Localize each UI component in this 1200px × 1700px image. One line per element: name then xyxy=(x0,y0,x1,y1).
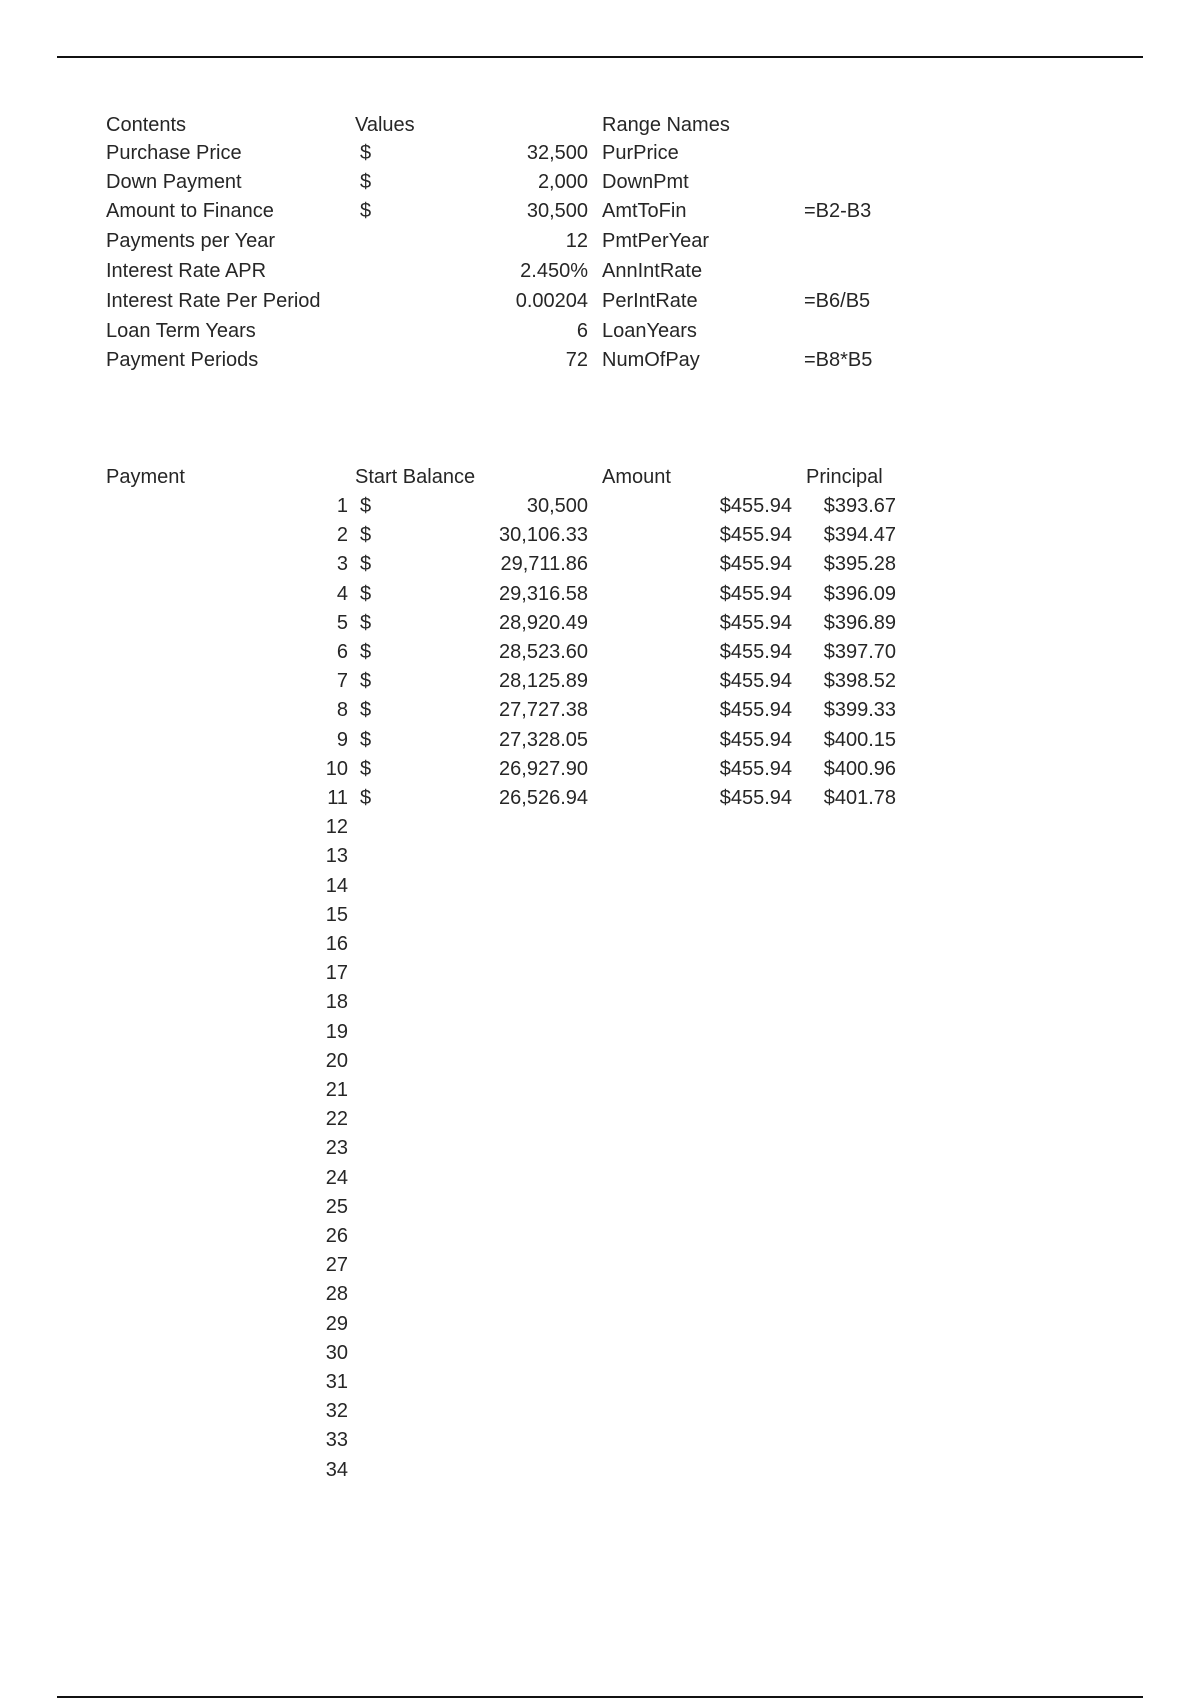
top-rule xyxy=(57,56,1143,58)
summary-value: 0.00204 xyxy=(515,290,588,312)
payment-number: 2 xyxy=(336,524,348,546)
start-balance-value xyxy=(440,1224,588,1248)
payment-currency: $ xyxy=(360,758,372,780)
payment-number: 16 xyxy=(325,933,348,955)
payment-number: 7 xyxy=(336,670,348,692)
amount-value: $455.94 xyxy=(719,553,792,575)
summary-range-name: PmtPerYear xyxy=(602,230,710,252)
start-balance-value xyxy=(440,1049,588,1073)
payment-currency: $ xyxy=(360,729,372,751)
start-balance-value xyxy=(440,1136,588,1160)
summary-range-name: PurPrice xyxy=(602,142,679,164)
principal-value: $400.96 xyxy=(823,758,896,780)
payment-number: 34 xyxy=(325,1459,348,1481)
payment-number: 17 xyxy=(325,962,348,984)
start-balance-value xyxy=(440,1195,588,1219)
payment-number: 19 xyxy=(325,1021,348,1043)
summary-value: 6 xyxy=(576,320,588,342)
amount-value xyxy=(680,874,792,898)
amount-value: $455.94 xyxy=(719,612,792,634)
summary-range-name: LoanYears xyxy=(602,320,697,342)
amount-value xyxy=(680,1020,792,1044)
amount-value xyxy=(680,1370,792,1394)
payment-currency: $ xyxy=(360,495,372,517)
header-amount: Amount xyxy=(602,466,671,488)
payment-number: 24 xyxy=(325,1167,348,1189)
principal-value xyxy=(800,1458,896,1482)
principal-value xyxy=(800,874,896,898)
principal-value xyxy=(800,990,896,1014)
amount-value xyxy=(680,990,792,1014)
principal-value: $393.67 xyxy=(823,495,896,517)
start-balance-value: 27,328.05 xyxy=(499,729,588,751)
payment-number: 29 xyxy=(325,1313,348,1335)
amount-value xyxy=(680,1399,792,1423)
amount-value xyxy=(680,815,792,839)
start-balance-value xyxy=(440,990,588,1014)
summary-range-name: AmtToFin xyxy=(602,200,687,222)
summary-value: 30,500 xyxy=(526,200,588,222)
amount-value xyxy=(680,1458,792,1482)
start-balance-value xyxy=(440,961,588,985)
principal-value xyxy=(800,903,896,927)
payment-number: 6 xyxy=(336,641,348,663)
summary-label: Payment Periods xyxy=(106,349,259,371)
payment-number: 22 xyxy=(325,1108,348,1130)
principal-value: $401.78 xyxy=(823,787,896,809)
payment-number: 13 xyxy=(325,845,348,867)
amount-value xyxy=(680,1312,792,1336)
summary-label: Interest Rate APR xyxy=(106,260,267,282)
payment-number: 33 xyxy=(325,1429,348,1451)
payment-number: 26 xyxy=(325,1225,348,1247)
payment-number: 12 xyxy=(325,816,348,838)
principal-value: $394.47 xyxy=(823,524,896,546)
amount-value: $455.94 xyxy=(719,583,792,605)
summary-value: 2.450% xyxy=(520,260,588,282)
start-balance-value xyxy=(440,1370,588,1394)
summary-currency: $ xyxy=(360,200,372,222)
payment-number: 8 xyxy=(336,699,348,721)
summary-value: 72 xyxy=(565,349,588,371)
summary-label: Down Payment xyxy=(106,171,242,193)
principal-value xyxy=(800,1107,896,1131)
header-principal: Principal xyxy=(806,466,883,488)
summary-range-name: PerIntRate xyxy=(602,290,698,312)
principal-value xyxy=(800,1428,896,1452)
principal-value xyxy=(800,1224,896,1248)
header-contents: Contents xyxy=(106,114,187,136)
amount-value xyxy=(680,1078,792,1102)
start-balance-value xyxy=(440,1399,588,1423)
amount-value xyxy=(680,1107,792,1131)
principal-value: $398.52 xyxy=(823,670,896,692)
payment-number: 21 xyxy=(325,1079,348,1101)
start-balance-value xyxy=(440,903,588,927)
payment-number: 5 xyxy=(336,612,348,634)
amount-value xyxy=(680,1253,792,1277)
principal-value xyxy=(800,1282,896,1306)
amount-value xyxy=(680,1049,792,1073)
principal-value xyxy=(800,1253,896,1277)
start-balance-value xyxy=(440,1428,588,1452)
principal-value xyxy=(800,1078,896,1102)
payment-number: 32 xyxy=(325,1400,348,1422)
summary-label: Purchase Price xyxy=(106,142,242,164)
payment-number: 9 xyxy=(336,729,348,751)
header-start-balance: Start Balance xyxy=(355,466,476,488)
payment-currency: $ xyxy=(360,787,372,809)
amount-value xyxy=(680,1224,792,1248)
summary-formula: =B8*B5 xyxy=(804,349,873,371)
amount-value: $455.94 xyxy=(719,641,792,663)
amount-value: $455.94 xyxy=(719,495,792,517)
payment-number: 4 xyxy=(336,583,348,605)
summary-label: Loan Term Years xyxy=(106,320,256,342)
payment-number: 11 xyxy=(327,787,348,809)
principal-value: $395.28 xyxy=(823,553,896,575)
payment-number: 27 xyxy=(325,1254,348,1276)
start-balance-value xyxy=(440,1341,588,1365)
principal-value xyxy=(800,1020,896,1044)
amount-value xyxy=(680,903,792,927)
start-balance-value xyxy=(440,1253,588,1277)
principal-value xyxy=(800,1195,896,1219)
principal-value xyxy=(800,1399,896,1423)
payment-number: 28 xyxy=(325,1283,348,1305)
payment-currency: $ xyxy=(360,670,372,692)
start-balance-value xyxy=(440,815,588,839)
principal-value xyxy=(800,1312,896,1336)
bottom-rule xyxy=(57,1696,1143,1698)
payment-currency: $ xyxy=(360,612,372,634)
summary-currency: $ xyxy=(360,171,372,193)
principal-value xyxy=(800,961,896,985)
payment-currency: $ xyxy=(360,583,372,605)
amount-value xyxy=(680,1341,792,1365)
header-payment: Payment xyxy=(106,466,185,488)
principal-value: $400.15 xyxy=(823,729,896,751)
principal-value xyxy=(800,1136,896,1160)
amount-value xyxy=(680,1166,792,1190)
start-balance-value xyxy=(440,1020,588,1044)
payment-number: 14 xyxy=(325,875,348,897)
payment-number: 31 xyxy=(325,1371,348,1393)
principal-value: $399.33 xyxy=(823,699,896,721)
principal-value xyxy=(800,815,896,839)
start-balance-value xyxy=(440,874,588,898)
amount-value xyxy=(680,1136,792,1160)
amount-value: $455.94 xyxy=(719,670,792,692)
header-range-names: Range Names xyxy=(602,114,730,136)
summary-label: Amount to Finance xyxy=(106,200,274,222)
summary-value: 2,000 xyxy=(537,171,588,193)
start-balance-value: 30,500 xyxy=(526,495,588,517)
principal-value xyxy=(800,1049,896,1073)
start-balance-value xyxy=(440,1458,588,1482)
amount-value xyxy=(680,844,792,868)
principal-value: $397.70 xyxy=(823,641,896,663)
header-values: Values xyxy=(355,114,415,136)
amount-value xyxy=(680,1428,792,1452)
start-balance-value xyxy=(440,1282,588,1306)
payment-number: 25 xyxy=(325,1196,348,1218)
payment-number: 3 xyxy=(336,553,348,575)
payment-number: 20 xyxy=(325,1050,348,1072)
summary-range-name: DownPmt xyxy=(602,171,689,193)
principal-value: $396.09 xyxy=(823,583,896,605)
summary-currency: $ xyxy=(360,142,372,164)
start-balance-value: 28,125.89 xyxy=(499,670,588,692)
payment-number: 30 xyxy=(325,1342,348,1364)
start-balance-value: 29,316.58 xyxy=(499,583,588,605)
start-balance-value: 27,727.38 xyxy=(499,699,588,721)
principal-value xyxy=(800,844,896,868)
principal-value xyxy=(800,1166,896,1190)
summary-value: 12 xyxy=(565,230,588,252)
amount-value: $455.94 xyxy=(719,729,792,751)
payment-currency: $ xyxy=(360,524,372,546)
amount-value xyxy=(680,1282,792,1306)
start-balance-value: 30,106.33 xyxy=(499,524,588,546)
payment-number: 15 xyxy=(325,904,348,926)
principal-value xyxy=(800,932,896,956)
payment-number: 23 xyxy=(325,1137,348,1159)
amount-value: $455.94 xyxy=(719,758,792,780)
amount-value: $455.94 xyxy=(719,524,792,546)
start-balance-value xyxy=(440,1078,588,1102)
summary-value: 32,500 xyxy=(526,142,588,164)
start-balance-value: 28,523.60 xyxy=(499,641,588,663)
start-balance-value: 26,526.94 xyxy=(499,787,588,809)
principal-value xyxy=(800,1341,896,1365)
payment-currency: $ xyxy=(360,699,372,721)
amount-value xyxy=(680,961,792,985)
payment-currency: $ xyxy=(360,641,372,663)
amount-value: $455.94 xyxy=(719,787,792,809)
summary-formula: =B6/B5 xyxy=(804,290,871,312)
start-balance-value xyxy=(440,1312,588,1336)
summary-formula: =B2-B3 xyxy=(804,200,872,222)
start-balance-value: 26,927.90 xyxy=(499,758,588,780)
amount-value xyxy=(680,932,792,956)
payment-number: 18 xyxy=(325,991,348,1013)
start-balance-value: 29,711.86 xyxy=(500,553,588,575)
start-balance-value xyxy=(440,1166,588,1190)
summary-label: Payments per Year xyxy=(106,230,275,252)
start-balance-value: 28,920.49 xyxy=(499,612,588,634)
payment-currency: $ xyxy=(360,553,372,575)
summary-label: Interest Rate Per Period xyxy=(106,290,321,312)
payment-number: 1 xyxy=(336,495,348,517)
principal-value: $396.89 xyxy=(823,612,896,634)
start-balance-value xyxy=(440,844,588,868)
amount-value xyxy=(680,1195,792,1219)
amount-value: $455.94 xyxy=(719,699,792,721)
principal-value xyxy=(800,1370,896,1394)
summary-range-name: NumOfPay xyxy=(602,349,700,371)
start-balance-value xyxy=(440,932,588,956)
start-balance-value xyxy=(440,1107,588,1131)
payment-number: 10 xyxy=(325,758,348,780)
summary-range-name: AnnIntRate xyxy=(602,260,703,282)
